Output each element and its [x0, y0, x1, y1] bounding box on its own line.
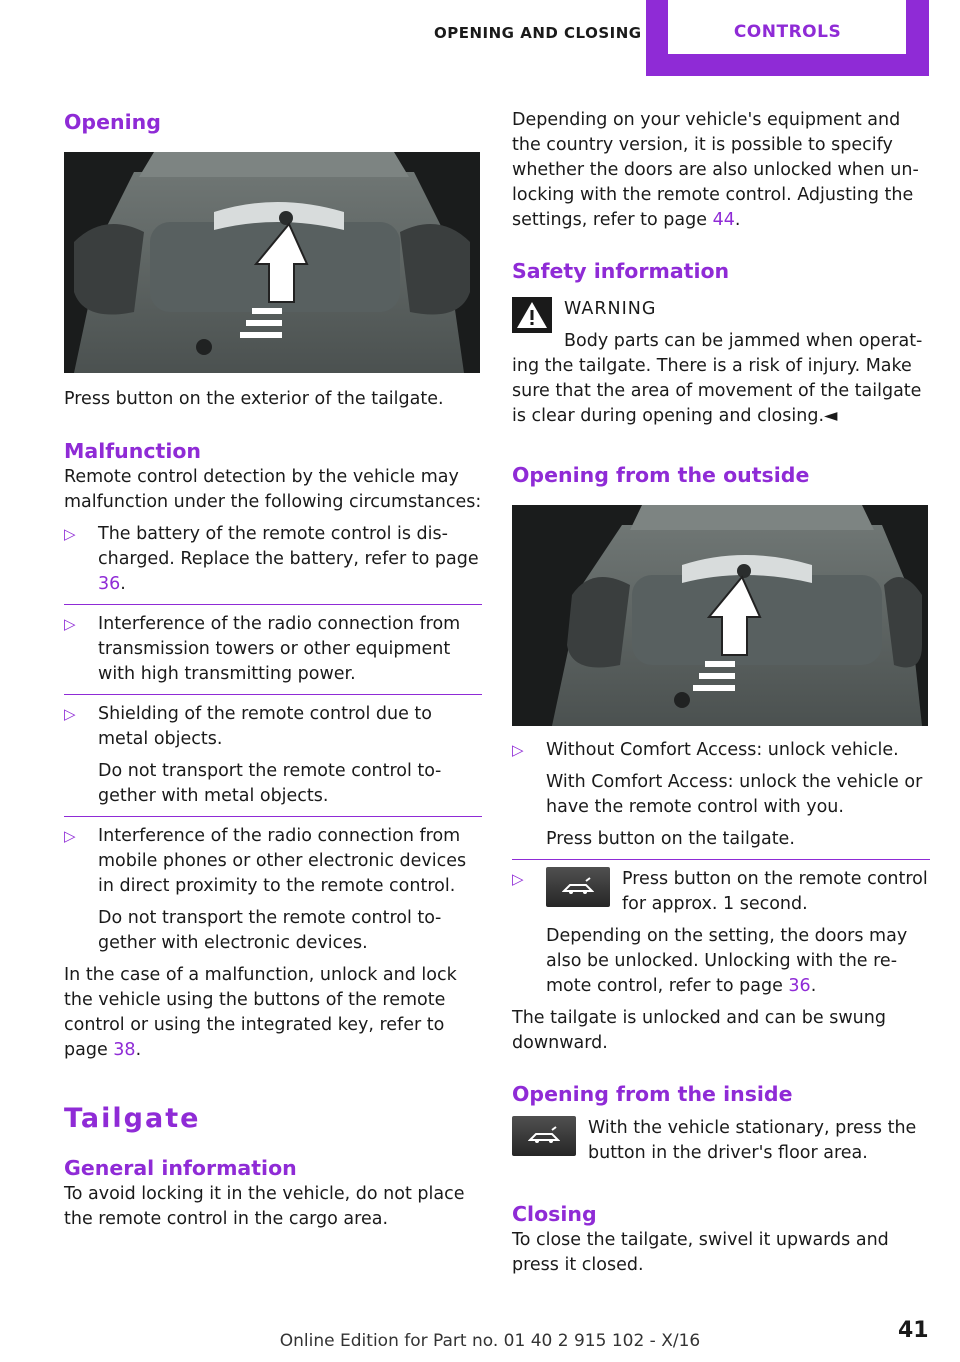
- triangle-bullet-icon: ▷: [512, 870, 524, 888]
- press-button-text: Press button on the exterior of the tailgate.: [64, 389, 444, 409]
- divider: [64, 604, 482, 605]
- malfunction-outro: In the case of a malfunction, unlock and lock the vehicle using the buttons of the remote control or using the integrated key, refer to page 38.: [64, 965, 457, 1060]
- tailgate-remote-button-icon: [546, 867, 610, 907]
- chapter-tab: [646, 0, 929, 76]
- list-item: ▷ Interference of the radio connection from mobile phones or other electronic devices in direct proximity to the remote control. Do not transport the remote control to‐gether with electronic devices.: [64, 826, 467, 953]
- tailgate-button-photo: [64, 152, 480, 373]
- chapter-tab-label: CONTROLS: [733, 22, 842, 42]
- left-column: [64, 108, 482, 1232]
- unlock-settings-text: Depending on your vehicle's equipment and the country version, it is possible to specify whether the doors are also unlocked when un‐locking with the remote control. Adjusting the settings, refer to page 44.: [512, 110, 919, 230]
- divider: [512, 859, 930, 860]
- opening-inside-text: With the vehicle stationary, press the button in the driver's floor area.: [588, 1118, 917, 1163]
- opening-heading: Opening: [64, 110, 161, 134]
- list-item: ▷ The battery of the remote control is dis‐charged. Replace the battery, refer to page 36.: [64, 524, 479, 594]
- triangle-bullet-icon: ▷: [512, 741, 524, 759]
- triangle-bullet-icon: ▷: [64, 827, 76, 845]
- general-information-text: To avoid locking it in the vehicle, do not place the remote control in the cargo area.: [64, 1184, 465, 1229]
- warning-text: ing the tailgate. There is a risk of injury. Make sure that the area of movement of the tailgate is clear during opening and closing.◄: [512, 356, 922, 426]
- triangle-bullet-icon: ▷: [64, 615, 76, 633]
- malfunction-intro: Remote control detection by the vehicle may malfunction under the following circumstances:: [64, 467, 482, 512]
- page-link[interactable]: 44: [712, 210, 735, 230]
- opening-outside-heading: Opening from the outside: [512, 463, 810, 487]
- inside-button-block: [512, 1116, 930, 1166]
- malfunction-heading: Malfunction: [64, 439, 202, 463]
- running-header-section: OPENING AND CLOSING: [434, 24, 642, 42]
- tailgate-floor-button-icon: [512, 1116, 576, 1156]
- tailgate-chapter-heading: Tailgate: [64, 1103, 201, 1134]
- general-information-heading: General information: [64, 1156, 297, 1180]
- warning-block: [512, 297, 930, 354]
- divider: [64, 816, 482, 817]
- warning-text-line: Body parts can be jammed when operat‐: [564, 331, 923, 351]
- list-item: ▷ Interference of the radio connection from transmission towers or other equipment with high transmitting power.: [64, 614, 461, 684]
- page-number: 41: [898, 1318, 929, 1343]
- right-column: [512, 108, 930, 1278]
- opening-inside-heading: Opening from the inside: [512, 1082, 793, 1106]
- safety-information-heading: Safety information: [512, 259, 730, 283]
- closing-heading: Closing: [512, 1202, 597, 1226]
- list-item: ▷ Press button on the remote control for approx. 1 second. Depending on the setting, the doors may also be unlocked. Unlocking with the re‐mote control, refer to page 36.: [512, 869, 928, 996]
- list-item: ▷ Shielding of the remote control due to metal objects. Do not transport the remote control to‐gether with metal objects.: [64, 704, 442, 806]
- triangle-bullet-icon: ▷: [64, 705, 76, 723]
- footer-edition: Online Edition for Part no. 01 40 2 915 102 - X/16: [279, 1331, 701, 1351]
- list-item: ▷ Without Comfort Access: unlock vehicle. With Comfort Access: unlock the vehicle or have the remote control with you. Press button on the tailgate.: [512, 740, 923, 849]
- malfunction-list: [64, 522, 482, 956]
- opening-outside-list: [512, 738, 930, 999]
- page-link[interactable]: 38: [113, 1040, 136, 1060]
- warning-triangle-icon: [512, 297, 552, 333]
- triangle-bullet-icon: ▷: [64, 525, 76, 543]
- tailgate-outside-photo: [512, 505, 928, 726]
- page-link[interactable]: 36: [98, 574, 121, 594]
- warning-label: WARNING: [564, 299, 657, 319]
- closing-text: To close the tailgate, swivel it upwards and press it closed.: [512, 1230, 889, 1275]
- end-mark: ◄: [824, 406, 838, 426]
- divider: [64, 694, 482, 695]
- page-link[interactable]: 36: [788, 976, 811, 996]
- tailgate-unlocked-text: The tailgate is unlocked and can be swung downward.: [512, 1008, 886, 1053]
